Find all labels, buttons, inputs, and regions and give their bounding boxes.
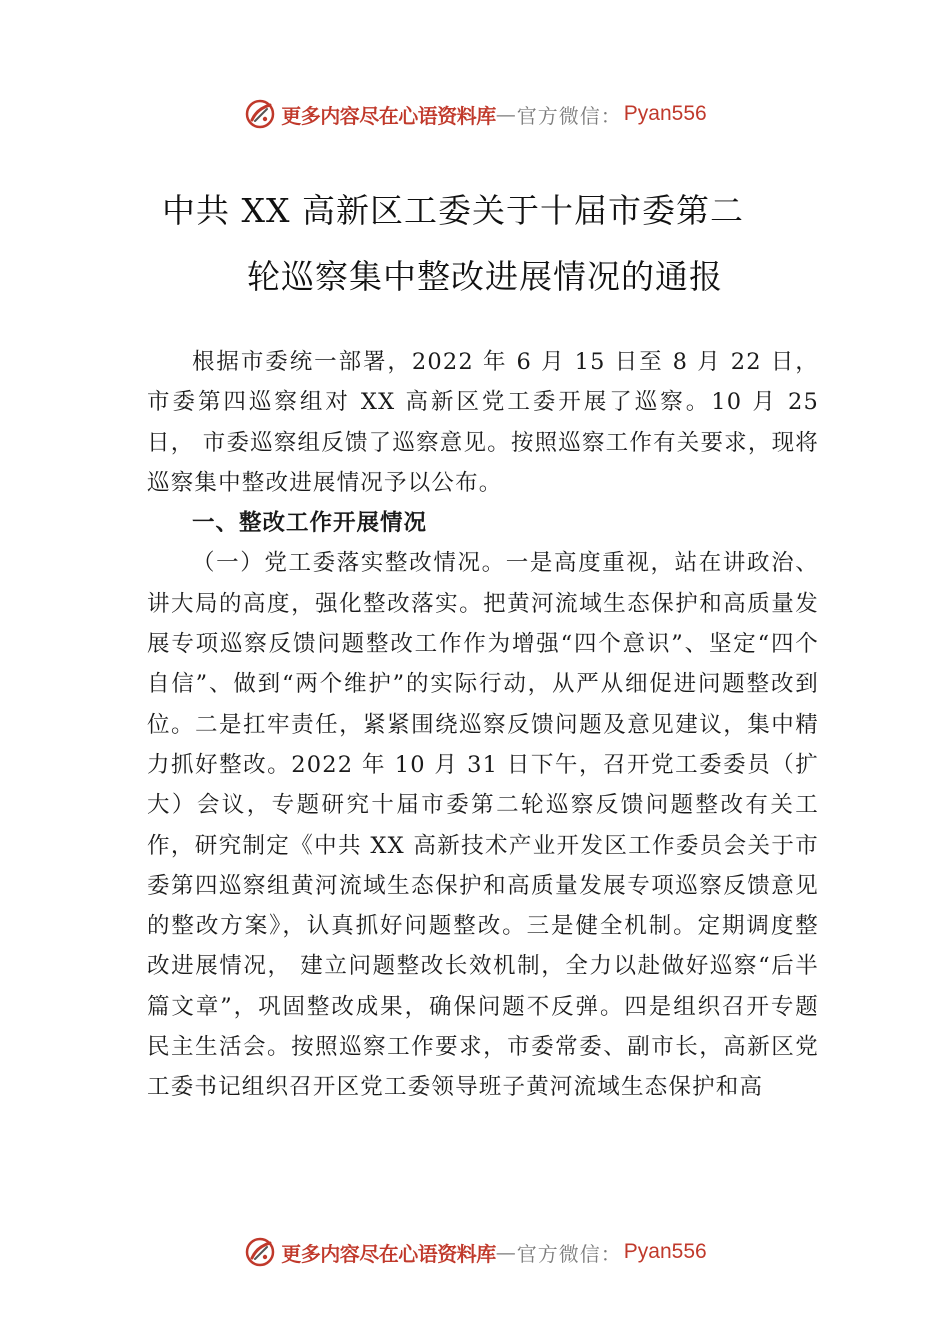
brand-logo-icon xyxy=(243,97,277,131)
watermark-separator: — xyxy=(495,102,517,126)
watermark-label: 官方微信： xyxy=(516,103,622,128)
document-body xyxy=(147,342,819,1108)
section-heading: 一、整改工作开展情况 xyxy=(192,510,428,537)
footer-watermark xyxy=(0,1232,950,1272)
watermark-brand-text: 更多内容尽在心语资料库 xyxy=(281,103,496,128)
watermark-label: 官方微信： xyxy=(516,1241,622,1266)
watermark-separator: — xyxy=(495,1240,517,1264)
document-title-line-2: 轮巡察集中整改进展情况的通报 xyxy=(247,257,723,296)
header-watermark xyxy=(0,94,950,134)
intro-paragraph: 根据市委统一部署，2022 年 6 月 15 日至 8 月 22 日，市委第四巡察组对 XX 高新区党工委开展了巡察。10 月 25 日， 市委巡察组反馈了巡察意见。按照巡察工作有关要求，现将巡察集中整改进展情况予以公布。 xyxy=(147,349,819,496)
document-title-line-1: 中共 XX 高新区工委关于十届市委第二 xyxy=(162,191,744,230)
section-paragraph: （一）党工委落实整改情况。一是高度重视，站在讲政治、讲大局的高度，强化整改落实。把黄河流域生态保护和高质量发展专项巡察反馈问题整改工作作为增强“四个意识”、坚定“四个自信”、做到“两个维护”的实际行动，从严从细促进问题整改到位。二是扛牢责任，紧紧围绕巡察反馈问题及意见建议，集中精力抓好整改。2022 年 10 月 31 日下午，召开党工委委员（扩大）会议，专题研究十届市委第二轮巡察反馈问题整改有关工作，研究制定《中共 XX 高新技术产业开发区工作委员会关于市委第四巡察组黄河流域生态保护和高质量发展专项巡察反馈意见的整改方案》，认真抓好问题整改。三是健全机制。定期调度整改进展情况， 建立问题整改长效机制，全力以赴做好巡察“后半篇文章”，巩固整改成果，确保问题不反弹。四是组织召开专题民主生活会。按照巡察工作要求，市委常委、副市长，高新区党工委书记组织召开区党工委领导班子黄河流域生态保护和高 xyxy=(147,550,819,1101)
watermark-wechat-id: Pyan556 xyxy=(623,102,707,125)
watermark-brand-text: 更多内容尽在心语资料库 xyxy=(281,1241,496,1266)
brand-logo-icon xyxy=(243,1235,277,1269)
watermark-wechat-id: Pyan556 xyxy=(623,1240,707,1263)
